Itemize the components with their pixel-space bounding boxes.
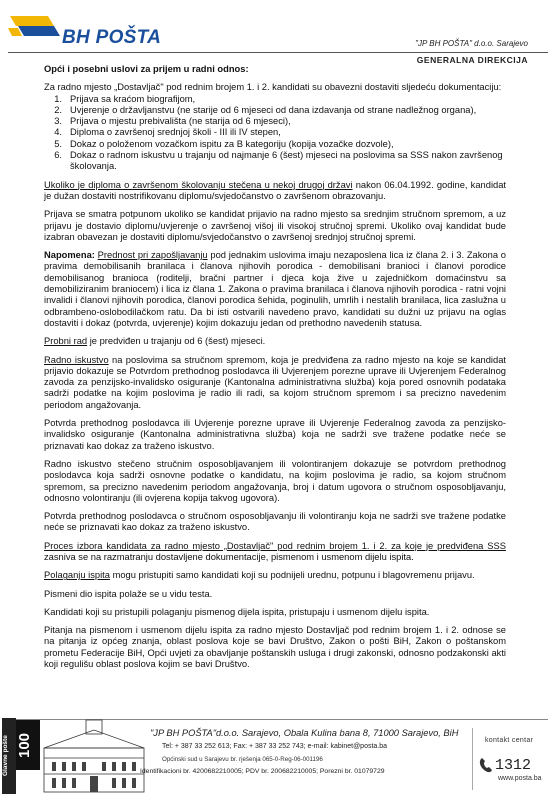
doc-title: Opći i posebni uslovi za prijem u radni odnos: xyxy=(44,64,249,74)
intro-paragraph: Za radno mjesto „Dostavljač" pod rednim brojem 1. i 2. kandidati su obavezni dostaviti sljedeću dokumentaciju: xyxy=(44,82,502,93)
list-item: 2. Uvjerenje o državljanstvu (ne starije od 6 mjeseci od dana izdavanja od strane nadležnog organa), xyxy=(54,104,477,115)
paragraph-written-test: Pismeni dio ispita polaže se u vidu testa. xyxy=(44,588,213,599)
contact-center-number: 1312 xyxy=(495,757,532,774)
company-name: "JP BH POŠTA" d.o.o. Sarajevo xyxy=(415,39,528,48)
list-item: 1. Prijava sa kraćom biografijom, xyxy=(54,93,196,104)
paragraph-certificate: Potvrda prethodnog poslodavca ili Uvjerenje porezne uprave ili Uvjerenje Federalnog zavoda za penzijsko-invalidsko osiguranje (Kantonalna administrativna služba) koja ne sadrži sve tražene podatke neće se priznavati kao dokaz za traženo iskustvo. xyxy=(44,418,506,451)
department-label: GENERALNA DIREKCIJA xyxy=(416,55,528,65)
anniversary-badge-text: Glavne pošte xyxy=(2,718,16,794)
footer-contacts: Tel: + 387 33 252 613; Fax: + 387 33 252 743; e-mail: kabinet@posta.ba xyxy=(162,743,388,750)
website-link[interactable]: www.posta.ba xyxy=(498,775,542,782)
list-item: 6. Dokaz o radnom iskustvu u trajanju od najmanje 6 (šest) mjeseci na poslovima sa SSS nakon završenog školovanja. xyxy=(54,150,503,172)
requirements-list xyxy=(44,94,506,173)
document-body xyxy=(44,64,506,677)
paragraph-selection: Proces izbora kandidata za radno mjesto „Dostavljač" pod rednim brojem 1. i 2. za koje je predviđena SSS zasniva se na razmatranju dostavljene dokumentacije, pismenom i usmenom dijelu ispita. xyxy=(44,540,506,562)
list-item: 5. Dokaz o položenom vozačkom ispitu za B kategoriju (kopija vozačke dozvole), xyxy=(54,138,394,149)
logo-wordmark: BH POŠTA xyxy=(62,27,162,48)
paragraph-note: Napomena: Prednost pri zapošljavanju pod jednakim uslovima imaju nezaposlena lica iz člana 2. i 3. Zakona o pravima demobilisanih branilaca i članova njihovih porodica - demobilisani branioci i članovi porodice demobilisanog branioca (roditelji, bračni partner i djeca koja žive u zajedničkom domaćinstvu sa demobiliziranim braniocem) i lica iz člana 1. Zakona o pravima branilaca i članova njihovih porodica - ratni vojni invalidi i članovi njihovih porodica, članovi porodica šehida, poginulih, umrlih i nestalih branilaca, lica zaslužna u odbrambeno-oslobodilačkom ratu. Da bi isti ostvarili navedeno pravo, kandidati su dužni uz prijavu na oglas dostaviti i dokaz (potvrda, uvjerenje) kojim dokazuju jedan od prethodno navedenih statusa. xyxy=(44,250,506,328)
footer-address: "JP BH POŠTA"d.o.o. Sarajevo, Obala Kulina bana 8, 71000 Sarajevo, BiH xyxy=(150,728,459,738)
paragraph-volunteering: Radno iskustvo stečeno stručnim osposobljavanjem ili volontiranjem dokazuje se potvrdom prethodnog poslodavca koja sadrži osnovne podatke o kandidatu, na kojim poslovima je radio, sa kojom stručnom spremom, sa precizno navedenim periodom angažovanja, broj i datum ugovora o stručnom osposobljavanju, odnosno volontiranju (ili ovjerena kopija takvog ugovora). xyxy=(44,458,506,503)
footer-identification: Identifikacioni br. 4200682210005; PDV br. 200682210005; Porezni br. 01079729 xyxy=(140,768,385,775)
paragraph-oral-test: Kandidati koji su pristupili polaganju pismenog dijela ispita, pristupaju i usmenom dijelu ispita. xyxy=(44,606,430,617)
footer-court-registration: Općinski sud u Sarajevu br. rješenja 065-0-Reg-06-001196 xyxy=(162,756,323,763)
anniversary-badge-number: 100 xyxy=(16,720,40,770)
contact-center-divider xyxy=(472,728,473,790)
paragraph-exam-access: Polaganju ispita mogu pristupiti samo kandidati koji su podnijeli urednu, potpunu i blagovremenu prijavu. xyxy=(44,570,475,581)
paragraph-nostrification: Ukoliko je diploma o završenom školovanju stečena u nekoj drugoj državi nakon 06.04.1992. godine, kandidat je dužan dostaviti nostrifikovanu diplomu/svjedočanstvo o završenom obrazovanju. xyxy=(44,179,507,201)
list-item: 3. Prijava o mjestu prebivališta (ne starija od 6 mjeseci), xyxy=(54,116,291,127)
paragraph-exam-topics: Pitanja na pismenom i usmenom dijelu ispita za radno mjesto Dostavljač pod rednim brojem 1. i 2. odnose se na pitanja iz općeg znanja, oblast poslova koje se bavi Društvo, Zakon o pošti BiH, Zakon o poštanskom prometu Federacije BiH, Opći uvjeti za obavljanje poštanskih usluga i drugi zakonski, odnosno podzakonski akti koji regulišu oblast poslova kojim se bavi Društvo. xyxy=(44,625,506,670)
list-item: 4. Diploma o završenoj srednjoj školi - III ili IV stepen, xyxy=(54,127,281,138)
post-office-building-icon xyxy=(22,718,152,794)
paragraph-probation: Probni rad je predviđen u trajanju od 6 (šest) mjeseci. xyxy=(44,336,266,347)
header-divider xyxy=(8,52,548,53)
paragraph-experience: Radno iskustvo na poslovima sa stručnom spremom, koja je predviđena za radno mjesto na koje se kandidat prijavio dokazuje se Potvrdom prethodnog poslodavca ili Uvjerenjem porezne uprave ili Uvjerenjem Federalnog zavoda za penzijsko-invalidsko osiguranje (Kantonalna administrativna služba) koja pored osnovnih podataka sadrži podatke na kojim poslovima je radio ili radi, sa kojom stručnom spremom i sa precizno navedenim periodom angažovanja. xyxy=(44,354,507,410)
phone-icon xyxy=(478,756,494,774)
paragraph-volunteer-proof: Potvrda prethodnog poslodavca o stručnom osposobljavanju ili volontiranju koja ne sadrži sve tražene podatke neće se priznavati kao dokaz za traženo iskustvo. xyxy=(44,511,506,533)
paragraph-completeness: Prijava se smatra potpunom ukoliko se kandidat prijavio na radno mjesto sa srednjim stručnom spremom, a uz prijavu je dostavio diplomu/uvjerenje o završenoj višoj ili visokoj stručnoj spremi. Ukoliko ovaj kandidat bude izabran obavezan je dostaviti diplomu/svjedočanstvo o završenoj srednjoj stručnoj spremi. xyxy=(44,209,506,242)
contact-center-label: kontakt centar xyxy=(485,737,534,744)
